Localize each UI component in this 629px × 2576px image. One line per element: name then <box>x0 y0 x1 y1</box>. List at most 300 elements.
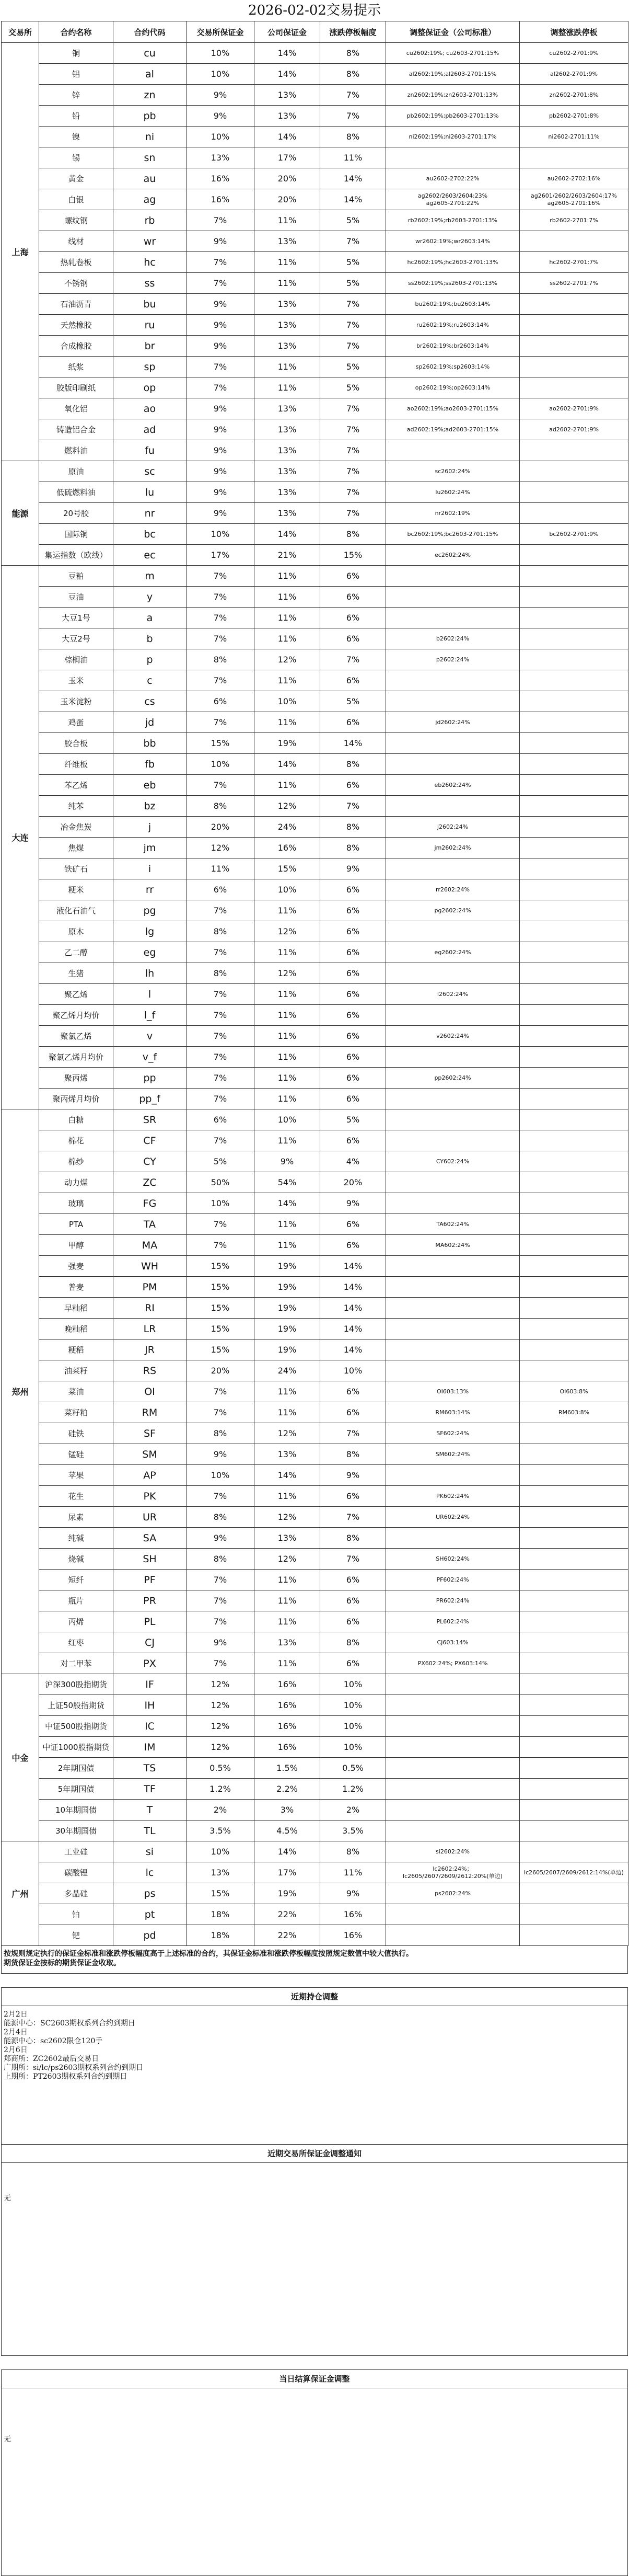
table-row <box>2 1674 628 1695</box>
contract-name-cell: 多晶硅 <box>39 1883 113 1904</box>
adjusted-limit-cell: ao2602-2701:9% <box>520 398 628 419</box>
limit-range-cell: 0.5% <box>320 1758 386 1779</box>
adjusted-margin-cell: ec2602:24% <box>386 545 520 566</box>
adjusted-margin-cell: CY602:24% <box>386 1151 520 1172</box>
company-margin-cell: 13% <box>254 1632 320 1653</box>
company-margin-cell: 11% <box>254 1089 320 1109</box>
contract-name-cell: 国际铜 <box>39 524 113 545</box>
contract-name-cell: 菜籽粕 <box>39 1402 113 1423</box>
contract-name-cell: PTA <box>39 1214 113 1235</box>
limit-range-cell: 6% <box>320 1214 386 1235</box>
adjusted-margin-cell: PF602:24% <box>386 1570 520 1590</box>
company-margin-cell: 11% <box>254 1653 320 1674</box>
contract-code-cell: zn <box>113 85 187 106</box>
contract-name-cell: 聚丙烯 <box>39 1068 113 1089</box>
today-margin-body: 无 <box>4 2435 11 2444</box>
adjusted-margin-cell <box>386 608 520 628</box>
limit-range-cell: 7% <box>320 106 386 127</box>
adjusted-limit-cell <box>520 1151 628 1172</box>
company-margin-cell: 14% <box>254 64 320 85</box>
adjusted-margin-cell: ru2602:19%;ru2603:14% <box>386 315 520 336</box>
adjusted-margin-cell: ss2602:19%;ss2603-2701:13% <box>386 273 520 294</box>
exchange-margin-cell: 12% <box>187 1716 254 1737</box>
contract-name-cell: 铂 <box>39 1904 113 1925</box>
contract-name-cell: 玻璃 <box>39 1193 113 1214</box>
limit-range-cell: 6% <box>320 879 386 900</box>
company-margin-cell: 3% <box>254 1800 320 1821</box>
exchange-margin-cell: 7% <box>187 587 254 608</box>
adjusted-limit-cell <box>520 649 628 670</box>
adjusted-margin-cell: RM603:14% <box>386 1402 520 1423</box>
limit-range-cell: 1.2% <box>320 1779 386 1800</box>
exchange-cell: 中金 <box>2 1674 39 1841</box>
exchange-margin-cell: 7% <box>187 1047 254 1068</box>
limit-range-cell: 8% <box>320 754 386 775</box>
margin-table <box>1 21 628 1946</box>
exchange-margin-cell: 3.5% <box>187 1821 254 1841</box>
table-row <box>2 754 628 775</box>
limit-range-cell: 6% <box>320 1486 386 1507</box>
exchange-margin-cell: 7% <box>187 1381 254 1402</box>
adjusted-margin-cell <box>386 1465 520 1486</box>
adjusted-limit-cell: hc2602-2701:7% <box>520 252 628 273</box>
adjusted-limit-cell <box>520 1172 628 1193</box>
contract-code-cell: RS <box>113 1360 187 1381</box>
table-row <box>2 1841 628 1862</box>
adjusted-limit-cell <box>520 1193 628 1214</box>
contract-code-cell: b <box>113 628 187 649</box>
adjusted-margin-cell <box>386 1298 520 1319</box>
adjusted-margin-cell: ag2602/2603/2604:23% ag2605-2701:22% <box>386 189 520 210</box>
table-row <box>2 1695 628 1716</box>
company-margin-cell: 19% <box>254 1298 320 1319</box>
exchange-margin-cell: 6% <box>187 691 254 712</box>
contract-code-cell: lc <box>113 1862 187 1883</box>
exchange-margin-cell: 9% <box>187 85 254 106</box>
contract-name-cell: 普麦 <box>39 1277 113 1298</box>
company-margin-cell: 13% <box>254 106 320 127</box>
adjusted-limit-cell <box>520 817 628 838</box>
today-margin-title: 当日结算保证金调整 <box>2 2370 627 2388</box>
adjusted-margin-cell: SF602:24% <box>386 1423 520 1444</box>
contract-code-cell: SH <box>113 1549 187 1570</box>
adjusted-limit-cell: al2602-2701:9% <box>520 64 628 85</box>
table-row <box>2 1821 628 1841</box>
adjusted-limit-cell <box>520 336 628 357</box>
table-row <box>2 1862 628 1883</box>
limit-range-cell: 6% <box>320 1402 386 1423</box>
contract-name-cell: 大豆1号 <box>39 608 113 628</box>
exchange-margin-cell: 6% <box>187 879 254 900</box>
adjusted-margin-cell <box>386 1193 520 1214</box>
limit-range-cell: 6% <box>320 628 386 649</box>
adjusted-limit-cell <box>520 566 628 587</box>
contract-name-cell: 沪深300股指期货 <box>39 1674 113 1695</box>
header-adjusted-margin: 调整保证金（公司标准） <box>386 21 520 43</box>
company-margin-cell: 4.5% <box>254 1821 320 1841</box>
contract-name-cell: 棕榈油 <box>39 649 113 670</box>
company-margin-cell: 11% <box>254 1611 320 1632</box>
contract-name-cell: 30年期国债 <box>39 1821 113 1841</box>
contract-name-cell: 对二甲苯 <box>39 1653 113 1674</box>
adjusted-limit-cell <box>520 1779 628 1800</box>
adjusted-limit-cell <box>520 1716 628 1737</box>
table-row <box>2 1319 628 1339</box>
adjusted-limit-cell <box>520 984 628 1005</box>
contract-code-cell: m <box>113 566 187 587</box>
adjusted-margin-cell <box>386 1256 520 1277</box>
contract-code-cell: TF <box>113 1779 187 1800</box>
limit-range-cell: 8% <box>320 817 386 838</box>
limit-range-cell: 7% <box>320 315 386 336</box>
exchange-margin-cell: 8% <box>187 649 254 670</box>
limit-range-cell: 9% <box>320 1193 386 1214</box>
exchange-margin-cell: 9% <box>187 315 254 336</box>
table-row <box>2 1737 628 1758</box>
contract-name-cell: 甲醇 <box>39 1235 113 1256</box>
exchange-cell: 能源 <box>2 461 39 566</box>
contract-code-cell: OI <box>113 1381 187 1402</box>
adjusted-margin-cell: sc2602:24% <box>386 461 520 482</box>
limit-range-cell: 6% <box>320 775 386 796</box>
limit-range-cell: 7% <box>320 440 386 461</box>
exchange-margin-cell: 9% <box>187 294 254 315</box>
limit-range-cell: 16% <box>320 1904 386 1925</box>
table-row <box>2 858 628 879</box>
adjusted-limit-cell <box>520 754 628 775</box>
table-row <box>2 817 628 838</box>
table-row <box>2 1716 628 1737</box>
adjusted-limit-cell: bc2602-2701:9% <box>520 524 628 545</box>
contract-code-cell: j <box>113 817 187 838</box>
contract-code-cell: CJ <box>113 1632 187 1653</box>
adjusted-margin-cell: op2602:19%;op2603:14% <box>386 377 520 398</box>
exchange-margin-cell: 16% <box>187 168 254 189</box>
contract-code-cell: SM <box>113 1444 187 1465</box>
contract-name-cell: 聚丙烯月均价 <box>39 1089 113 1109</box>
limit-range-cell: 14% <box>320 1256 386 1277</box>
limit-range-cell: 11% <box>320 147 386 168</box>
contract-code-cell: IH <box>113 1695 187 1716</box>
adjusted-margin-cell <box>386 691 520 712</box>
contract-code-cell: PL <box>113 1611 187 1632</box>
limit-range-cell: 6% <box>320 1068 386 1089</box>
contract-name-cell: 合成橡胶 <box>39 336 113 357</box>
contract-name-cell: 原油 <box>39 461 113 482</box>
contract-name-cell: 胶合板 <box>39 733 113 754</box>
company-margin-cell: 11% <box>254 1026 320 1047</box>
adjusted-margin-cell <box>386 1109 520 1130</box>
company-margin-cell: 11% <box>254 1402 320 1423</box>
adjusted-margin-cell <box>386 1821 520 1841</box>
company-margin-cell: 19% <box>254 1319 320 1339</box>
adjusted-limit-cell <box>520 147 628 168</box>
adjusted-limit-cell: ad2602-2701:9% <box>520 419 628 440</box>
table-header-row <box>2 21 628 43</box>
limit-range-cell: 6% <box>320 608 386 628</box>
table-row <box>2 1277 628 1298</box>
contract-name-cell: 豆粕 <box>39 566 113 587</box>
contract-code-cell: lg <box>113 921 187 942</box>
adjusted-margin-cell <box>386 670 520 691</box>
table-row <box>2 984 628 1005</box>
table-row <box>2 315 628 336</box>
adjusted-margin-cell: PK602:24% <box>386 1486 520 1507</box>
company-margin-cell: 22% <box>254 1904 320 1925</box>
contract-name-cell: 鸡蛋 <box>39 712 113 733</box>
contract-name-cell: 动力煤 <box>39 1172 113 1193</box>
exchange-margin-cell: 20% <box>187 1360 254 1381</box>
table-row <box>2 1611 628 1632</box>
limit-range-cell: 5% <box>320 377 386 398</box>
adjusted-margin-cell <box>386 1925 520 1946</box>
company-margin-cell: 14% <box>254 1841 320 1862</box>
adjusted-margin-cell: cu2602:19%; cu2603-2701:15% <box>386 43 520 64</box>
contract-code-cell: p <box>113 649 187 670</box>
adjusted-limit-cell: lc2605/2607/2609/2612:14%(单边) <box>520 1862 628 1883</box>
adjusted-limit-cell <box>520 1319 628 1339</box>
limit-range-cell: 9% <box>320 1465 386 1486</box>
company-margin-cell: 13% <box>254 336 320 357</box>
adjusted-limit-cell <box>520 796 628 817</box>
table-row <box>2 1193 628 1214</box>
contract-code-cell: v_f <box>113 1047 187 1068</box>
table-row <box>2 1590 628 1611</box>
limit-range-cell: 6% <box>320 1611 386 1632</box>
exchange-margin-cell: 15% <box>187 1256 254 1277</box>
adjusted-limit-cell <box>520 1528 628 1549</box>
adjusted-margin-cell <box>386 1172 520 1193</box>
table-row <box>2 608 628 628</box>
adjusted-margin-cell <box>386 566 520 587</box>
contract-name-cell: 锡 <box>39 147 113 168</box>
exchange-margin-cell: 9% <box>187 461 254 482</box>
adjusted-limit-cell: ss2602-2701:7% <box>520 273 628 294</box>
table-row <box>2 419 628 440</box>
company-margin-cell: 22% <box>254 1925 320 1946</box>
adjusted-limit-cell <box>520 691 628 712</box>
contract-code-cell: op <box>113 377 187 398</box>
adjusted-margin-cell: UR602:24% <box>386 1507 520 1528</box>
table-row <box>2 127 628 147</box>
adjusted-margin-cell <box>386 1319 520 1339</box>
adjusted-margin-cell: lc2602:24%； lc2605/2607/2609/2612:20%(单边) <box>386 1862 520 1883</box>
contract-code-cell: ec <box>113 545 187 566</box>
adjusted-limit-cell: rb2602-2701:7% <box>520 210 628 231</box>
contract-name-cell: 碳酸锂 <box>39 1862 113 1883</box>
contract-name-cell: 焦煤 <box>39 838 113 858</box>
company-margin-cell: 19% <box>254 733 320 754</box>
adjusted-margin-cell: pg2602:24% <box>386 900 520 921</box>
limit-range-cell: 9% <box>320 858 386 879</box>
exchange-margin-cell: 16% <box>187 189 254 210</box>
exchange-margin-cell: 7% <box>187 984 254 1005</box>
table-row <box>2 106 628 127</box>
company-margin-cell: 14% <box>254 127 320 147</box>
contract-code-cell: y <box>113 587 187 608</box>
company-margin-cell: 13% <box>254 1444 320 1465</box>
exchange-margin-cell: 7% <box>187 670 254 691</box>
company-margin-cell: 11% <box>254 628 320 649</box>
table-row <box>2 336 628 357</box>
adjusted-limit-cell: cu2602-2701:9% <box>520 43 628 64</box>
header-contract-code: 合约代码 <box>113 21 187 43</box>
limit-range-cell: 6% <box>320 963 386 984</box>
exchange-margin-cell: 7% <box>187 1089 254 1109</box>
limit-range-cell: 3.5% <box>320 1821 386 1841</box>
contract-name-cell: 菜油 <box>39 1381 113 1402</box>
adjusted-margin-cell <box>386 1695 520 1716</box>
table-row <box>2 1026 628 1047</box>
limit-range-cell: 4% <box>320 1151 386 1172</box>
adjusted-limit-cell <box>520 670 628 691</box>
table-row <box>2 1005 628 1026</box>
contract-name-cell: 集运指数（欧线） <box>39 545 113 566</box>
contract-name-cell: 胶版印刷纸 <box>39 377 113 398</box>
contract-name-cell: 硅铁 <box>39 1423 113 1444</box>
table-row <box>2 775 628 796</box>
table-row <box>2 838 628 858</box>
adjusted-margin-cell <box>386 858 520 879</box>
exchange-margin-cell: 7% <box>187 942 254 963</box>
adjusted-limit-cell <box>520 1632 628 1653</box>
contract-name-cell: 玉米淀粉 <box>39 691 113 712</box>
adjusted-limit-cell <box>520 1026 628 1047</box>
company-margin-cell: 9% <box>254 1151 320 1172</box>
contract-name-cell: 天然橡胶 <box>39 315 113 336</box>
contract-name-cell: 纸浆 <box>39 357 113 377</box>
adjusted-limit-cell <box>520 587 628 608</box>
table-row <box>2 231 628 252</box>
company-margin-cell: 11% <box>254 1381 320 1402</box>
contract-code-cell: sc <box>113 461 187 482</box>
contract-code-cell: bu <box>113 294 187 315</box>
exchange-margin-cell: 7% <box>187 1026 254 1047</box>
limit-range-cell: 6% <box>320 1653 386 1674</box>
limit-range-cell: 6% <box>320 1005 386 1026</box>
adjusted-margin-cell <box>386 921 520 942</box>
contract-name-cell: 豆油 <box>39 587 113 608</box>
adjusted-limit-cell <box>520 440 628 461</box>
limit-range-cell: 5% <box>320 273 386 294</box>
limit-range-cell: 7% <box>320 85 386 106</box>
company-margin-cell: 11% <box>254 900 320 921</box>
adjusted-margin-cell <box>386 1779 520 1800</box>
adjusted-margin-cell: v2602:24% <box>386 1026 520 1047</box>
contract-code-cell: rb <box>113 210 187 231</box>
adjusted-limit-cell <box>520 1423 628 1444</box>
adjusted-limit-cell <box>520 1507 628 1528</box>
adjusted-limit-cell <box>520 1109 628 1130</box>
exchange-margin-cell: 15% <box>187 1319 254 1339</box>
adjusted-margin-cell: OI603:13% <box>386 1381 520 1402</box>
contract-code-cell: AP <box>113 1465 187 1486</box>
contract-name-cell: 红枣 <box>39 1632 113 1653</box>
contract-code-cell: pg <box>113 900 187 921</box>
contract-code-cell: ad <box>113 419 187 440</box>
limit-range-cell: 7% <box>320 1549 386 1570</box>
table-row <box>2 921 628 942</box>
company-margin-cell: 14% <box>254 754 320 775</box>
contract-name-cell: 白银 <box>39 189 113 210</box>
exchange-margin-cell: 7% <box>187 210 254 231</box>
company-margin-cell: 24% <box>254 817 320 838</box>
adjusted-margin-cell <box>386 1089 520 1109</box>
limit-range-cell: 8% <box>320 1528 386 1549</box>
contract-code-cell: fu <box>113 440 187 461</box>
adjusted-limit-cell <box>520 1235 628 1256</box>
adjusted-margin-cell <box>386 796 520 817</box>
limit-range-cell: 6% <box>320 1089 386 1109</box>
adjusted-limit-cell <box>520 733 628 754</box>
table-row <box>2 524 628 545</box>
limit-range-cell: 6% <box>320 712 386 733</box>
table-row <box>2 733 628 754</box>
contract-code-cell: au <box>113 168 187 189</box>
table-row <box>2 1465 628 1486</box>
contract-name-cell: 10年期国债 <box>39 1800 113 1821</box>
exchange-margin-cell: 10% <box>187 1841 254 1862</box>
contract-code-cell: l <box>113 984 187 1005</box>
adjusted-limit-cell <box>520 1005 628 1026</box>
contract-name-cell: 花生 <box>39 1486 113 1507</box>
limit-range-cell: 16% <box>320 1925 386 1946</box>
table-row <box>2 1068 628 1089</box>
adjusted-margin-cell: bu2602:19%;bu2603:14% <box>386 294 520 315</box>
contract-name-cell: 钯 <box>39 1925 113 1946</box>
adjusted-limit-cell <box>520 775 628 796</box>
limit-range-cell: 7% <box>320 649 386 670</box>
limit-range-cell: 6% <box>320 1570 386 1590</box>
contract-code-cell: CF <box>113 1130 187 1151</box>
table-row <box>2 566 628 587</box>
recent-position-body: 2月2日 能源中心：SC2603期权系列合约到期日 2月4日 能源中心：sc2602限仓120手 2月6日 郑商所：ZC2602最后交易日 广期所：si/lc/ps2603期权系列合约到期日 上期所：PT2603期权系列合约到期日 <box>4 2010 144 2081</box>
limit-range-cell: 10% <box>320 1360 386 1381</box>
company-margin-cell: 14% <box>254 1193 320 1214</box>
company-margin-cell: 11% <box>254 1130 320 1151</box>
company-margin-cell: 11% <box>254 252 320 273</box>
adjusted-margin-cell: SH602:24% <box>386 1549 520 1570</box>
contract-name-cell: 中证500股指期货 <box>39 1716 113 1737</box>
adjusted-margin-cell: p2602:24% <box>386 649 520 670</box>
contract-code-cell: ag <box>113 189 187 210</box>
limit-range-cell: 6% <box>320 1026 386 1047</box>
exchange-margin-cell: 10% <box>187 1465 254 1486</box>
adjusted-margin-cell: lu2602:24% <box>386 482 520 503</box>
contract-name-cell: 纯碱 <box>39 1528 113 1549</box>
exchange-margin-cell: 8% <box>187 1507 254 1528</box>
contract-code-cell: eb <box>113 775 187 796</box>
contract-code-cell: SR <box>113 1109 187 1130</box>
contract-code-cell: TA <box>113 1214 187 1235</box>
adjusted-margin-cell: eb2602:24% <box>386 775 520 796</box>
contract-name-cell: 尿素 <box>39 1507 113 1528</box>
contract-name-cell: 中证1000股指期货 <box>39 1737 113 1758</box>
exchange-margin-cell: 9% <box>187 106 254 127</box>
adjusted-limit-cell <box>520 1277 628 1298</box>
adjusted-margin-cell <box>386 1528 520 1549</box>
limit-range-cell: 11% <box>320 1862 386 1883</box>
table-row <box>2 1298 628 1319</box>
adjusted-margin-cell: zn2602:19%;zn2603-2701:13% <box>386 85 520 106</box>
exchange-margin-cell: 7% <box>187 1130 254 1151</box>
contract-code-cell: SA <box>113 1528 187 1549</box>
exchange-margin-cell: 9% <box>187 440 254 461</box>
exchange-margin-cell: 15% <box>187 1883 254 1904</box>
adjusted-limit-cell <box>520 357 628 377</box>
company-margin-cell: 54% <box>254 1172 320 1193</box>
contract-name-cell: 棉花 <box>39 1130 113 1151</box>
